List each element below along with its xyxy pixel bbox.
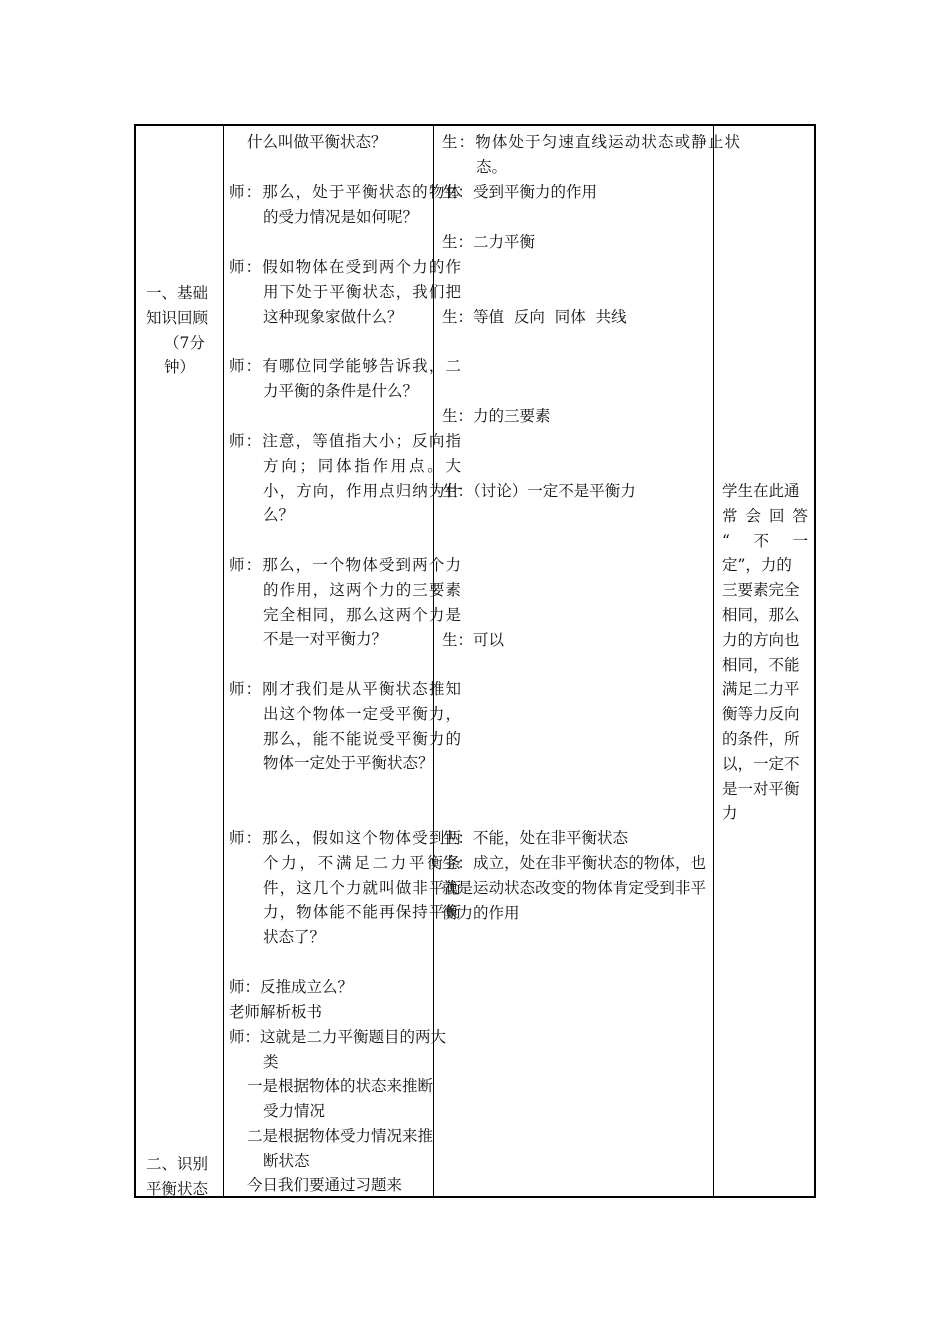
section-1-line: 一、基础	[146, 284, 209, 302]
note-line: 定”，力的	[722, 556, 792, 575]
note-line: 相同，不能	[722, 655, 800, 674]
note-char: 答	[792, 506, 808, 525]
teacher-line: 师：假如物体在受到两个力的作用下处于平衡状态，我们把这种现象家做什么？	[229, 258, 461, 326]
teacher-line: 二是根据物体受力情况来推断状态	[247, 1127, 434, 1170]
section-2-line: 二、识别	[146, 1155, 209, 1173]
teacher-line: 师：那么，假如这个物体受到两个力，不满足二力平衡条件，这几个力就叫做非平衡力，物体能不能再保持平衡状态了？	[229, 829, 461, 947]
section-1-line: 钟）	[164, 358, 196, 376]
teacher-line: 师：刚才我们是从平衡状态推知出这个物体一定受平衡力，那么，能不能说受平衡力的物体一定处于平衡状态？	[229, 680, 461, 773]
note-text	[722, 479, 808, 826]
note-line: 以，一定不	[722, 754, 800, 773]
note-char: 回	[768, 506, 785, 525]
student-line: 生：二力平衡	[442, 233, 536, 251]
note-line: 力的方向也	[722, 630, 800, 649]
section-1-line: 知识回顾	[146, 309, 209, 327]
note-line	[722, 529, 808, 554]
student-line: 生：成立，处在非平衡状态的物体，也就是运动状态改变的物体肯定受到非平衡力的作用	[442, 854, 706, 922]
student-line: 生：受到平衡力的作用	[442, 183, 598, 201]
teacher-line: 老师解析板书	[229, 1003, 323, 1021]
teacher-line: 什么叫做平衡状态？	[247, 133, 387, 151]
note-line: 满足二力平	[722, 680, 800, 699]
note-char: 一	[792, 531, 808, 550]
note-line: 相同，那么	[722, 605, 800, 624]
note-line: 的条件，所	[722, 729, 800, 748]
note-char: 会	[745, 506, 761, 525]
teacher-line: 师：那么，处于平衡状态的物体的受力情况是如何呢？	[229, 183, 461, 226]
student-line: 生：等值 反向 同体 共线	[442, 308, 627, 326]
teacher-line: 师：反推成立么？	[229, 978, 354, 996]
section-column	[136, 126, 223, 1196]
section-2-line: 平衡状态	[146, 1180, 209, 1198]
teacher-line: 师：那么，一个物体受到两个力的作用，这两个力的三要素完全相同，那么这两个力是不是一对平衡力？	[229, 556, 461, 649]
note-line: 是一对平衡	[722, 779, 800, 798]
teacher-line: 师：注意，等值指大小；反向指方向；同体指作用点。大小，方向，作用点归纳为什么？	[229, 432, 461, 525]
note-char: 常	[722, 506, 738, 525]
note-column	[714, 126, 816, 1196]
teacher-line: 师：这就是二力平衡题目的两大类	[229, 1028, 447, 1071]
note-line: 三要素完全	[722, 581, 800, 600]
student-line: 生：物体处于匀速直线运动状态或静止状态。	[442, 133, 740, 176]
student-line: 生：力的三要素	[442, 407, 551, 425]
section-1-line: （7分	[164, 334, 205, 352]
lesson-plan-table	[134, 124, 816, 1198]
note-line	[722, 504, 808, 529]
teacher-column	[224, 126, 461, 1196]
note-char: “	[722, 531, 730, 550]
student-line: 生：不能，处在非平衡状态	[442, 829, 629, 847]
teacher-line: 一是根据物体的状态来推断受力情况	[247, 1077, 434, 1120]
note-line: 力	[722, 804, 738, 823]
student-column	[434, 126, 740, 1196]
note-line: 学生在此通	[722, 482, 800, 500]
student-line: 生：可以	[442, 631, 505, 649]
teacher-line: 师：有哪位同学能够告诉我，二力平衡的条件是什么？	[229, 357, 461, 400]
teacher-line: 今日我们要通过习题来	[247, 1176, 403, 1194]
student-line: 生：（讨论）一定不是平衡力	[442, 482, 636, 500]
note-char: 不	[753, 531, 769, 550]
note-line: 衡等力反向	[722, 705, 800, 724]
